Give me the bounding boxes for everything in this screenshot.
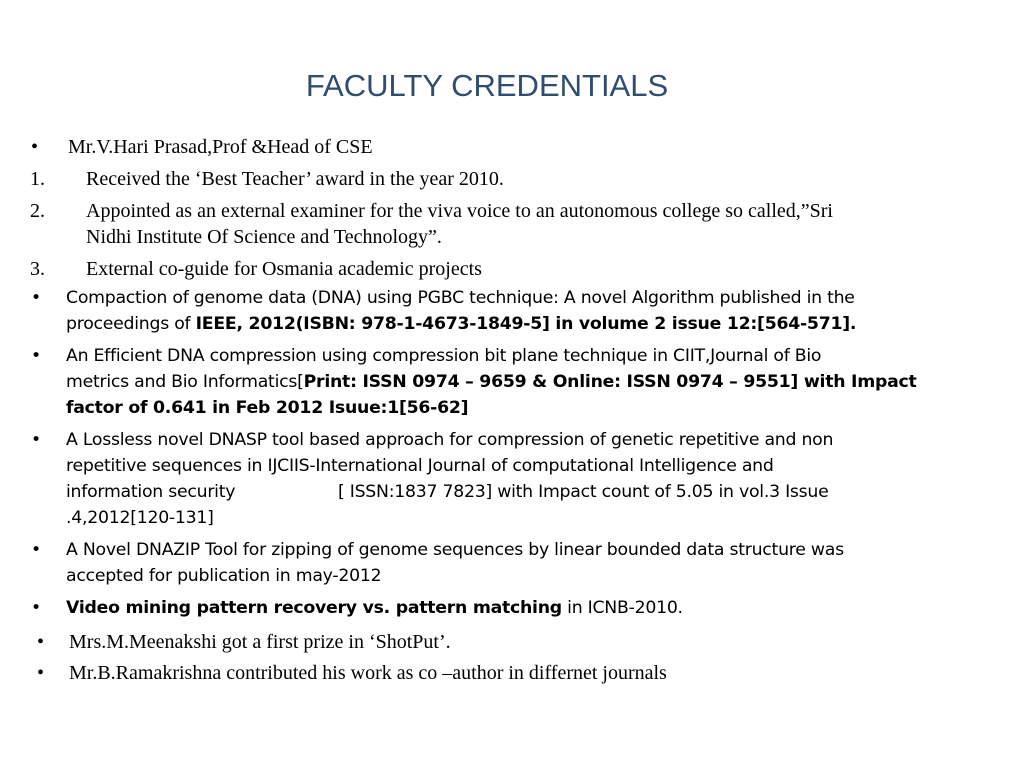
bullet-marker: • bbox=[31, 346, 41, 366]
bullet-marker: • bbox=[31, 136, 39, 158]
bullet-marker: • bbox=[37, 631, 45, 653]
bullet-marker: • bbox=[37, 662, 45, 684]
bullet-marker: • bbox=[31, 540, 41, 560]
publication-line: accepted for publication in may-2012 bbox=[66, 566, 382, 586]
publication-line: .4,2012[120-131] bbox=[66, 508, 214, 528]
slide-title: FACULTY CREDENTIALS bbox=[305, 68, 669, 103]
publication-line: A Lossless novel DNASP tool based approach for compression of genetic repetitive and non bbox=[66, 430, 834, 450]
publication-text: metrics and Bio Informatics[ bbox=[66, 372, 304, 392]
bullet-marker: • bbox=[31, 288, 41, 308]
publication-line bbox=[66, 370, 917, 396]
publication-text: proceedings of bbox=[66, 314, 196, 334]
publication-bold-text: factor of 0.641 in Feb 2012 Isuue:1[56-62] bbox=[66, 398, 469, 418]
achievement-item: External co-guide for Osmania academic projects bbox=[86, 258, 482, 280]
achievement-number: 2. bbox=[30, 200, 45, 222]
publication-text: in ICNB-2010. bbox=[561, 598, 683, 618]
publication-line: repetitive sequences in IJCIIS-International Journal of computational Intelligence and bbox=[66, 456, 774, 476]
bullet-marker: • bbox=[31, 598, 41, 618]
publication-bold-text: Video mining pattern recovery vs. pattern matching bbox=[66, 598, 562, 618]
publication-line bbox=[66, 312, 856, 338]
publication-bold-text: IEEE, 2012(ISBN: 978-1-4673-1849-5] in volume 2 issue 12:[564-571]. bbox=[195, 314, 857, 334]
publication-line: An Efficient DNA compression using compression bit plane technique in CIIT,Journal of Bio bbox=[66, 346, 822, 366]
achievement-item: Received the ‘Best Teacher’ award in the year 2010. bbox=[86, 168, 504, 190]
achievement-number: 3. bbox=[30, 258, 45, 280]
faculty-name-hari-prasad: Mr.V.Hari Prasad,Prof &Head of CSE bbox=[68, 136, 373, 158]
publication-line bbox=[66, 596, 683, 622]
publication-line: Compaction of genome data (DNA) using PGBC technique: A novel Algorithm published in the bbox=[66, 288, 855, 308]
publication-line: [ ISSN:1837 7823] with Impact count of 5.05 in vol.3 Issue bbox=[338, 482, 829, 502]
achievement-item-line1: Appointed as an external examiner for the viva voice to an autonomous college so called,”Sri bbox=[86, 200, 833, 222]
bullet-marker: • bbox=[31, 430, 41, 450]
achievement-item-line2: Nidhi Institute Of Science and Technology”. bbox=[86, 226, 442, 248]
publication-line: information security bbox=[66, 482, 236, 502]
publication-line: A Novel DNAZIP Tool for zipping of genome sequences by linear bounded data structure was bbox=[66, 540, 844, 560]
achievement-number: 1. bbox=[30, 168, 45, 190]
faculty-ramakrishna: Mr.B.Ramakrishna contributed his work as co –author in differnet journals bbox=[69, 662, 667, 684]
faculty-meenakshi: Mrs.M.Meenakshi got a first prize in ‘ShotPut’. bbox=[69, 631, 451, 653]
publication-bold-text: Print: ISSN 0974 – 9659 & Online: ISSN 0974 – 9551] with Impact bbox=[303, 372, 917, 392]
